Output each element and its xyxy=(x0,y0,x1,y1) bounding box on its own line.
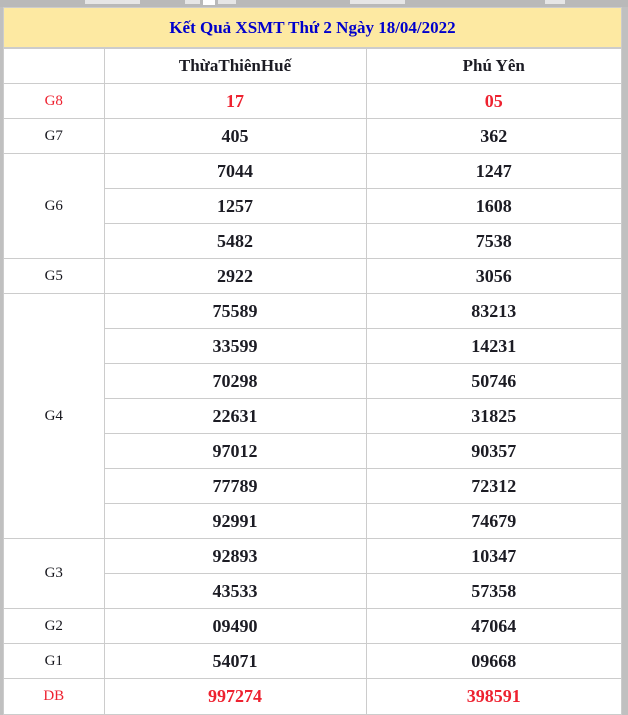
result-value-g4-col1: 22631 xyxy=(104,399,366,434)
result-value-g6-col2: 1247 xyxy=(366,154,621,189)
results-table xyxy=(4,48,621,714)
result-value-g2-col2: 47064 xyxy=(366,609,621,644)
result-value-g3-col2: 10347 xyxy=(366,539,621,574)
result-value-g3-col1: 92893 xyxy=(104,539,366,574)
result-value-g7-col2: 362 xyxy=(366,119,621,154)
result-value-g1-col2: 09668 xyxy=(366,644,621,679)
cropped-content-remnant xyxy=(218,0,236,4)
prize-label-g1: G1 xyxy=(4,644,104,679)
header-row xyxy=(4,49,621,84)
result-row xyxy=(4,84,621,119)
result-value-db-col1: 997274 xyxy=(104,679,366,714)
results-tbody xyxy=(4,84,621,714)
result-value-db-col2: 398591 xyxy=(366,679,621,714)
result-row xyxy=(4,154,621,189)
results-title: Kết Quả XSMT Thứ 2 Ngày 18/04/2022 xyxy=(4,8,621,48)
prize-label-g4: G4 xyxy=(4,294,104,539)
corner-cell xyxy=(4,49,104,84)
result-value-g4-col1: 75589 xyxy=(104,294,366,329)
result-value-g4-col2: 14231 xyxy=(366,329,621,364)
cropped-content-remnant xyxy=(185,0,200,4)
lottery-results-board xyxy=(3,7,622,715)
result-value-g4-col2: 72312 xyxy=(366,469,621,504)
prize-label-g2: G2 xyxy=(4,609,104,644)
result-row xyxy=(4,259,621,294)
result-value-g2-col1: 09490 xyxy=(104,609,366,644)
prize-label-g5: G5 xyxy=(4,259,104,294)
column-header-thua-thien-hue: ThừaThiênHuế xyxy=(104,49,366,84)
result-row xyxy=(4,679,621,714)
cropped-page-top-strip xyxy=(0,0,628,7)
prize-label-g7: G7 xyxy=(4,119,104,154)
result-value-g4-col2: 83213 xyxy=(366,294,621,329)
cropped-content-remnant xyxy=(203,0,215,5)
result-value-g4-col1: 97012 xyxy=(104,434,366,469)
result-value-g4-col2: 31825 xyxy=(366,399,621,434)
column-header-phu-yen: Phú Yên xyxy=(366,49,621,84)
prize-label-g3: G3 xyxy=(4,539,104,609)
result-row xyxy=(4,609,621,644)
cropped-content-remnant xyxy=(350,0,405,4)
prize-label-g6: G6 xyxy=(4,154,104,259)
result-value-g3-col2: 57358 xyxy=(366,574,621,609)
result-value-g4-col1: 70298 xyxy=(104,364,366,399)
cropped-content-remnant xyxy=(85,0,140,4)
result-value-g4-col1: 33599 xyxy=(104,329,366,364)
result-value-g3-col1: 43533 xyxy=(104,574,366,609)
result-row xyxy=(4,119,621,154)
result-value-g4-col1: 77789 xyxy=(104,469,366,504)
cropped-content-remnant xyxy=(545,0,565,4)
prize-label-db: DB xyxy=(4,679,104,714)
result-value-g8-col2: 05 xyxy=(366,84,621,119)
result-value-g5-col1: 2922 xyxy=(104,259,366,294)
result-value-g1-col1: 54071 xyxy=(104,644,366,679)
result-value-g4-col2: 50746 xyxy=(366,364,621,399)
result-value-g5-col2: 3056 xyxy=(366,259,621,294)
result-value-g7-col1: 405 xyxy=(104,119,366,154)
result-value-g6-col1: 7044 xyxy=(104,154,366,189)
result-value-g6-col1: 5482 xyxy=(104,224,366,259)
result-value-g4-col2: 74679 xyxy=(366,504,621,539)
result-value-g4-col1: 92991 xyxy=(104,504,366,539)
prize-label-g8: G8 xyxy=(4,84,104,119)
result-value-g6-col2: 7538 xyxy=(366,224,621,259)
result-row xyxy=(4,539,621,574)
result-value-g8-col1: 17 xyxy=(104,84,366,119)
result-value-g6-col1: 1257 xyxy=(104,189,366,224)
result-row xyxy=(4,294,621,329)
result-value-g4-col2: 90357 xyxy=(366,434,621,469)
result-value-g6-col2: 1608 xyxy=(366,189,621,224)
result-row xyxy=(4,644,621,679)
